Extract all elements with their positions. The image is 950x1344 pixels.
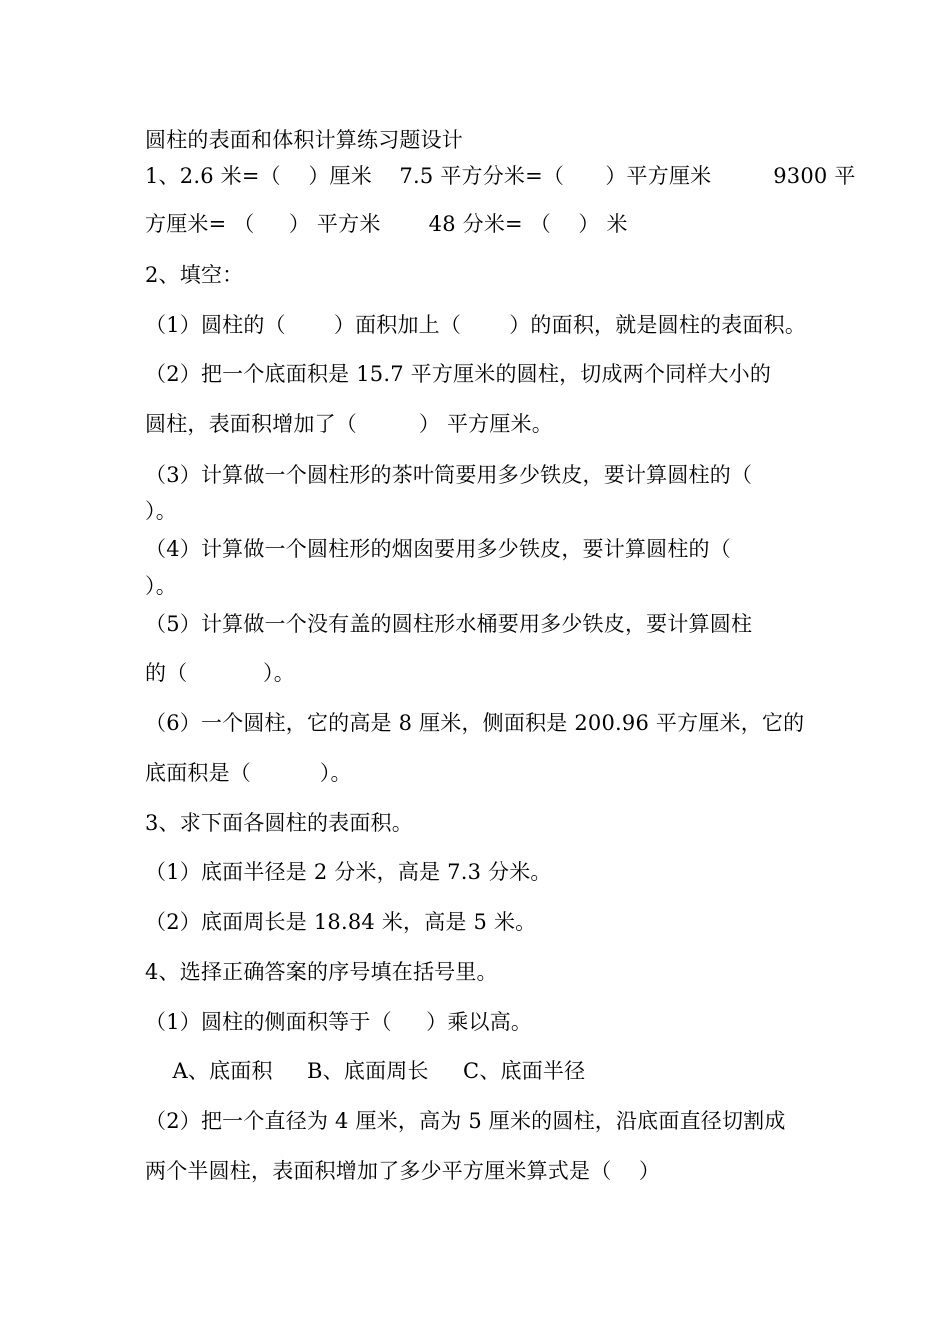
question-3-item-1: （1）底面半径是 2 分米，高是 7.3 分米。 <box>145 860 552 884</box>
question-3-heading: 3、求下面各圆柱的表面积。 <box>145 811 413 835</box>
question-2-item-4-line-1: （4）计算做一个圆柱形的烟囱要用多少铁皮，要计算圆柱的（ <box>145 537 731 561</box>
question-2-heading: 2、填空： <box>145 263 244 287</box>
question-4-heading: 4、选择正确答案的序号填在括号里。 <box>145 960 498 984</box>
question-2-item-5-line-1: （5）计算做一个没有盖的圆柱形水桶要用多少铁皮，要计算圆柱 <box>145 612 753 636</box>
question-2-item-2-line-2: 圆柱，表面积增加了（ ） 平方厘米。 <box>145 412 553 436</box>
question-1-line-1: 1、2.6 米=（ ）厘米 7.5 平方分米=（ ）平方厘米 9300 平 <box>145 164 856 188</box>
question-2-item-4-line-2: ）。 <box>145 574 177 598</box>
document-title: 圆柱的表面和体积计算练习题设计 <box>145 128 463 152</box>
question-4-item-1-options: A、底面积 B、底面周长 C、底面半径 <box>145 1059 586 1083</box>
question-4-item-2-line-1: （2）把一个直径为 4 厘米，高为 5 厘米的圆柱，沿底面直径切割成 <box>145 1109 786 1133</box>
question-4-item-1: （1）圆柱的侧面积等于（ ）乘以高。 <box>145 1010 533 1034</box>
question-2-item-3-line-1: （3）计算做一个圆柱形的茶叶筒要用多少铁皮，要计算圆柱的（ <box>145 463 753 487</box>
question-2-item-2-line-1: （2）把一个底面积是 15.7 平方厘米的圆柱，切成两个同样大小的 <box>145 362 772 386</box>
question-2-item-5-line-2: 的（ ）。 <box>145 661 295 685</box>
question-1-line-2: 方厘米= （ ） 平方米 48 分米= （ ） 米 <box>145 212 628 236</box>
question-2-item-6-line-2: 底面积是（ ）。 <box>145 761 352 785</box>
question-2-item-1: （1）圆柱的（ ）面积加上（ ）的面积，就是圆柱的表面积。 <box>145 313 807 337</box>
question-3-item-2: （2）底面周长是 18.84 米，高是 5 米。 <box>145 910 537 934</box>
question-2-item-3-line-2: ）。 <box>145 499 177 523</box>
question-4-item-2-line-2: 两个半圆柱，表面积增加了多少平方厘米算式是（ ） <box>145 1159 661 1183</box>
question-2-item-6-line-1: （6）一个圆柱，它的高是 8 厘米，侧面积是 200.96 平方厘米，它的 <box>145 711 805 735</box>
